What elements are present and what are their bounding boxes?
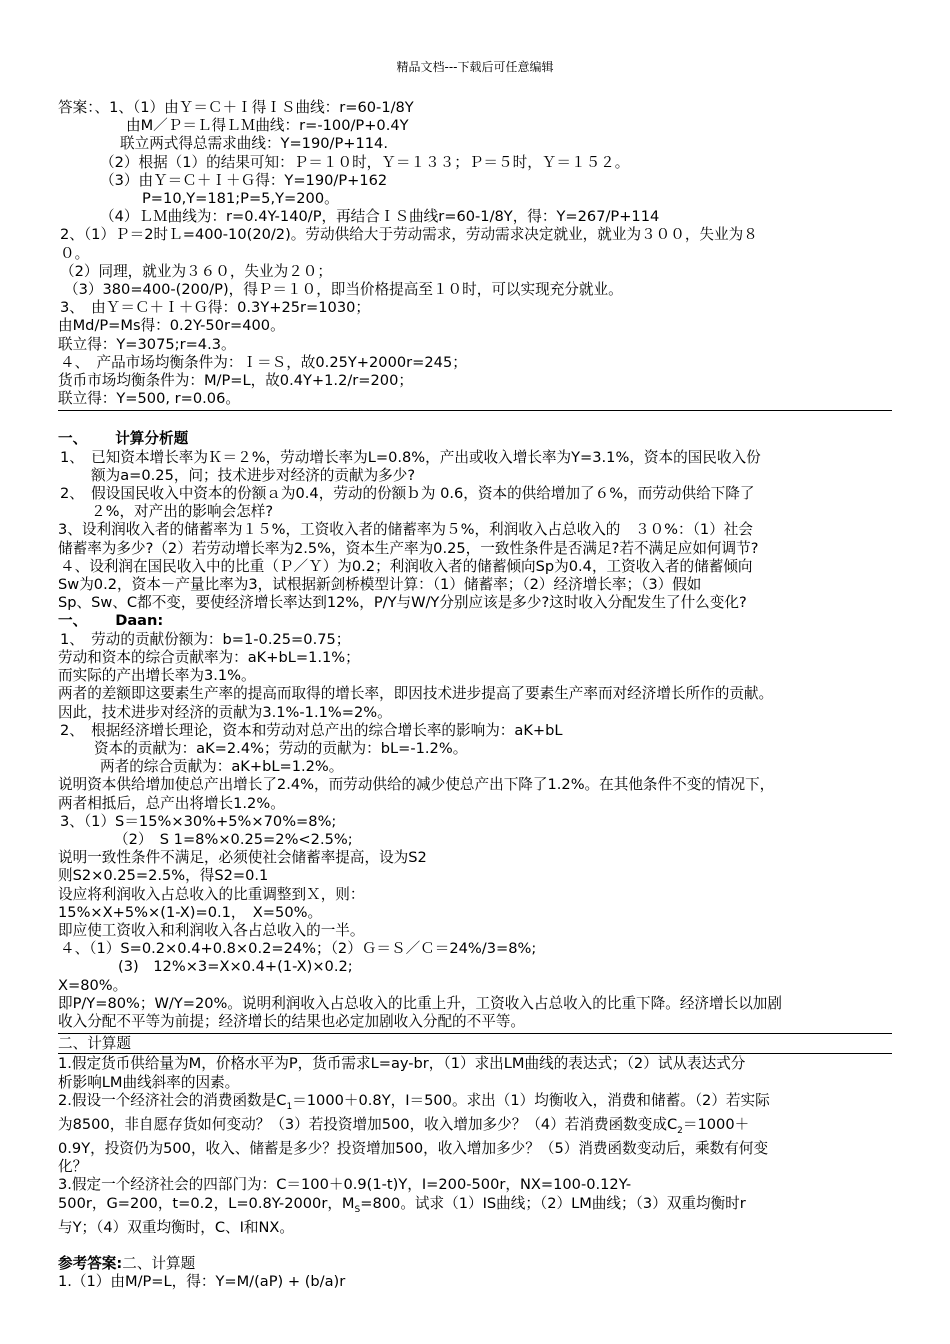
text-run: ＝1000＋: [682, 1115, 750, 1133]
answer-line: 设应将利润收入占总收入的比重调整到Ｘ，则：: [58, 885, 365, 903]
subscript: S: [354, 1204, 361, 1215]
answer-line: X=80%。: [58, 976, 128, 994]
answer-line: 联立得：Y=500, r=0.06。: [58, 390, 240, 408]
answer-line: 两者相抵后，总产出将增长1.2%。: [58, 794, 285, 812]
answer-line: 资本的贡献为：aK=2.4%；劳动的贡献为：bL=-1.2%。: [94, 739, 468, 757]
answer-line: （2） S 1=8%×0.25=2%<2.5%;: [114, 830, 353, 848]
problem-line: [58, 1092, 898, 1116]
problem-line: 1.假定货币供给量为M，价格水平为P，货币需求L=ay-br，（1）求出LM曲线的表达式；（2）试从表达式分: [58, 1055, 746, 1073]
answer-line: 2、 根据经济增长理论，资本和劳动对总产出的综合增长率的影响为：aK+bL: [60, 721, 563, 739]
answer-number: 一、: [58, 612, 88, 630]
answer-line: 由Md/P=Ms得：0.2Y-50r=400。: [58, 317, 285, 335]
answer-line: （3）由Ｙ＝Ｃ＋Ｉ＋Ｇ得：Y=190/P+162: [100, 171, 388, 189]
problem-line: 0.9Y，投资仍为500，收入、储蓄是多少？投资增加500，收入增加多少？（5）消费函数变动后，乘数有何变: [58, 1139, 769, 1157]
answer-line: 说明一致性条件不满足，必须使社会储蓄率提高，设为S2: [58, 849, 427, 867]
document-body: [58, 99, 898, 1291]
reference-label: 参考答案:: [58, 1254, 123, 1272]
divider: [58, 1033, 892, 1034]
answer-line: 收入分配不平等为前提；经济增长的结果也必定加剧收入分配的不平等。: [58, 1012, 526, 1030]
answer-line: （3）380=400-(200/P)，得Ｐ＝１０，即当价格提高至１０时，可以实现充分就业。: [64, 281, 623, 299]
answer-line: 则S2×0.25=2.5%，得S2=0.1: [58, 867, 269, 885]
answer-title: Daan:: [115, 612, 164, 630]
answer-line: 2、（1）Ｐ＝2时Ｌ=400-10(20/2)。劳动供给大于劳动需求，劳动需求决定就业，就业为３００，失业为８: [60, 226, 758, 244]
section-heading: [58, 430, 898, 448]
answer-line: 3、（1）S＝15%×30%+5%×70%=8%;: [60, 812, 337, 830]
spacer: [58, 412, 898, 430]
text-run: =800。试求（1）IS曲线；（2）LM曲线；（3）双重均衡时r: [360, 1194, 746, 1212]
answer-line: ４、 产品市场均衡条件为：Ｉ＝Ｓ，故0.25Y+2000r=245；: [60, 353, 467, 371]
question-line: 3、设利润收入者的储蓄率为１５%，工资收入者的储蓄率为５%，利润收入占总收入的 ３０%：（1）社会: [58, 521, 753, 539]
question-line: Sw为0.2，资本－产量比率为3，试根据新剑桥模型计算：（1）储蓄率；（2）经济增长率；（3）假如: [58, 576, 702, 594]
answer-line: 两者的差额即这要素生产率的提高而取得的增长率，即因技术进步提高了要素生产率而对经济增长所作的贡献。: [58, 685, 774, 703]
question-line: 额为a=0.25，问；技术进步对经济的贡献为多少?: [91, 466, 416, 484]
answer-line: 即P/Y=80%；W/Y=20%。说明利润收入占总收入的比重上升，工资收入占总收入的比重下降。经济增长以加剧: [58, 994, 782, 1012]
answer-heading: [58, 612, 898, 630]
answer-line: （4）ＬＭ曲线为：r=0.4Y-140/P，再结合ＩＳ曲线r=60-1/8Y，得：Y=267/P+114: [100, 208, 660, 226]
answer-line: 3、 由Ｙ＝Ｃ＋Ｉ＋Ｇ得：0.3Y+25r=1030；: [60, 299, 370, 317]
question-line: ２%，对产出的影响会怎样?: [91, 503, 274, 521]
reference-title: 二、计算题: [122, 1254, 196, 1272]
section-title: 计算分析题: [115, 430, 189, 448]
reference-heading: [58, 1255, 898, 1273]
section-number: 一、: [58, 430, 88, 448]
answer-line: 货币市场均衡条件为：M/P=L，故0.4Y+1.2/r=200；: [58, 372, 413, 390]
answer-line: 15%×X+5%×(1-X)=0.1， X=50%。: [58, 903, 323, 921]
text-run: 500r，G=200，t=0.2，L=0.8Y-2000r，M: [58, 1194, 355, 1212]
problem-line: 化？: [58, 1158, 88, 1176]
answer-line: (3) 12%×3=X×0.4+(1-X)×0.2;: [118, 958, 353, 976]
answer-line: P=10,Y=181;P=5,Y=200。: [142, 190, 339, 208]
question-line: ４、设利润在国民收入中的比重（Ｐ／Ｙ）为0.2；利润收入者的储蓄倾向Sp为0.4，工资收入者的储蓄倾向: [60, 557, 753, 575]
problem-line: 析影响LM曲线斜率的因素。: [58, 1073, 240, 1091]
page-header: 精品文档---下载后可任意编辑: [396, 60, 554, 74]
answer-line: 联立得：Y=3075;r=4.3。: [58, 335, 236, 353]
problem-line: 与Y；（4）双重均衡时，C、I和NX。: [58, 1218, 295, 1236]
question-line: 2、 假设国民收入中资本的份额ａ为0.4，劳动的份额ｂ为 0.6，资本的供给增加了６%，而劳动供给下降了: [60, 485, 755, 503]
subscript: 1: [286, 1101, 293, 1112]
reference-line: 1.（1）由M/P=L，得：Y=M/(aP) + (b/a)r: [58, 1273, 346, 1291]
answer-line: 答案：、1、（1）由Ｙ＝Ｃ＋Ｉ得ＩＳ曲线：r=60-1/8Y: [58, 99, 414, 116]
answer-line: 而实际的产出增长率为3.1%。: [58, 667, 256, 685]
answer-line: 劳动和资本的综合贡献率为：aK+bL=1.1%；: [58, 648, 360, 666]
answer-line: （2）根据（1）的结果可知：Ｐ＝１０时，Ｙ＝１３３；Ｐ＝５时，Ｙ＝１５２。: [100, 153, 630, 171]
text-run: 为8500，非自愿存货如何变动？（3）若投资增加500，收入增加多少？（4）若消费函数变成C: [58, 1115, 678, 1133]
answer-line: 说明资本供给增加使总产出增长了2.4%，而劳动供给的减少使总产出下降了1.2%。在其他条件不变的情况下，: [58, 776, 775, 794]
section-heading: 二、计算题: [58, 1035, 131, 1053]
answer-line: 1、 劳动的贡献份额为：b=1-0.25=0.75；: [60, 630, 351, 648]
question-line: 储蓄率为多少?（2）若劳动增长率为2.5%，资本生产率为0.25，一致性条件是否满足?若不满足应如何调节?: [58, 539, 759, 557]
answer-line: 由M／Ｐ＝Ｌ得ＬＭ曲线：r=-100/P+0.4Y: [126, 117, 409, 135]
answer-line: ４、（1）S=0.2×0.4+0.8×0.2=24%；（2）Ｇ＝Ｓ／Ｃ＝24%/3=8%;: [60, 940, 537, 958]
answer-line: 联立两式得总需求曲线：Y=190/P+114.: [120, 135, 388, 153]
answer-line: 两者的综合贡献为：aK+bL=1.2%。: [100, 758, 344, 776]
problem-line: [58, 1195, 898, 1219]
question-line: 1、 已知资本增长率为Ｋ＝２%，劳动增长率为L=0.8%，产出或收入增长率为Y=3.1%，资本的国民收入份: [60, 448, 761, 466]
answer-line: 即应使工资收入和利润收入各占总收入的一半。: [58, 921, 365, 939]
spacer: [58, 1237, 898, 1255]
text-run: 2.假设一个经济社会的消费函数是C: [58, 1091, 287, 1109]
subscript: 2: [677, 1125, 683, 1136]
problem-line: [58, 1116, 898, 1140]
question-line: Sp、Sw、C都不变，要使经济增长率达到12%，P/Y与W/Y分别应该是多少?这时收入分配发生了什么变化?: [58, 594, 747, 612]
divider: [58, 410, 892, 411]
text-run: ＝1000＋0.8Y，I＝500。求出（1）均衡收入，消费和储蓄。（2）若实际: [292, 1091, 770, 1109]
problem-line: 3.假定一个经济社会的四部门为：C＝100＋0.9(1-t)Y，I=200-500r，NX=100-0.12Y-: [58, 1176, 632, 1194]
answer-line: ０。: [60, 244, 90, 262]
answer-line: 因此，技术进步对经济的贡献为3.1%-1.1%=2%。: [58, 703, 392, 721]
answer-line: （2）同理，就业为３６０，失业为２０；: [60, 262, 332, 280]
